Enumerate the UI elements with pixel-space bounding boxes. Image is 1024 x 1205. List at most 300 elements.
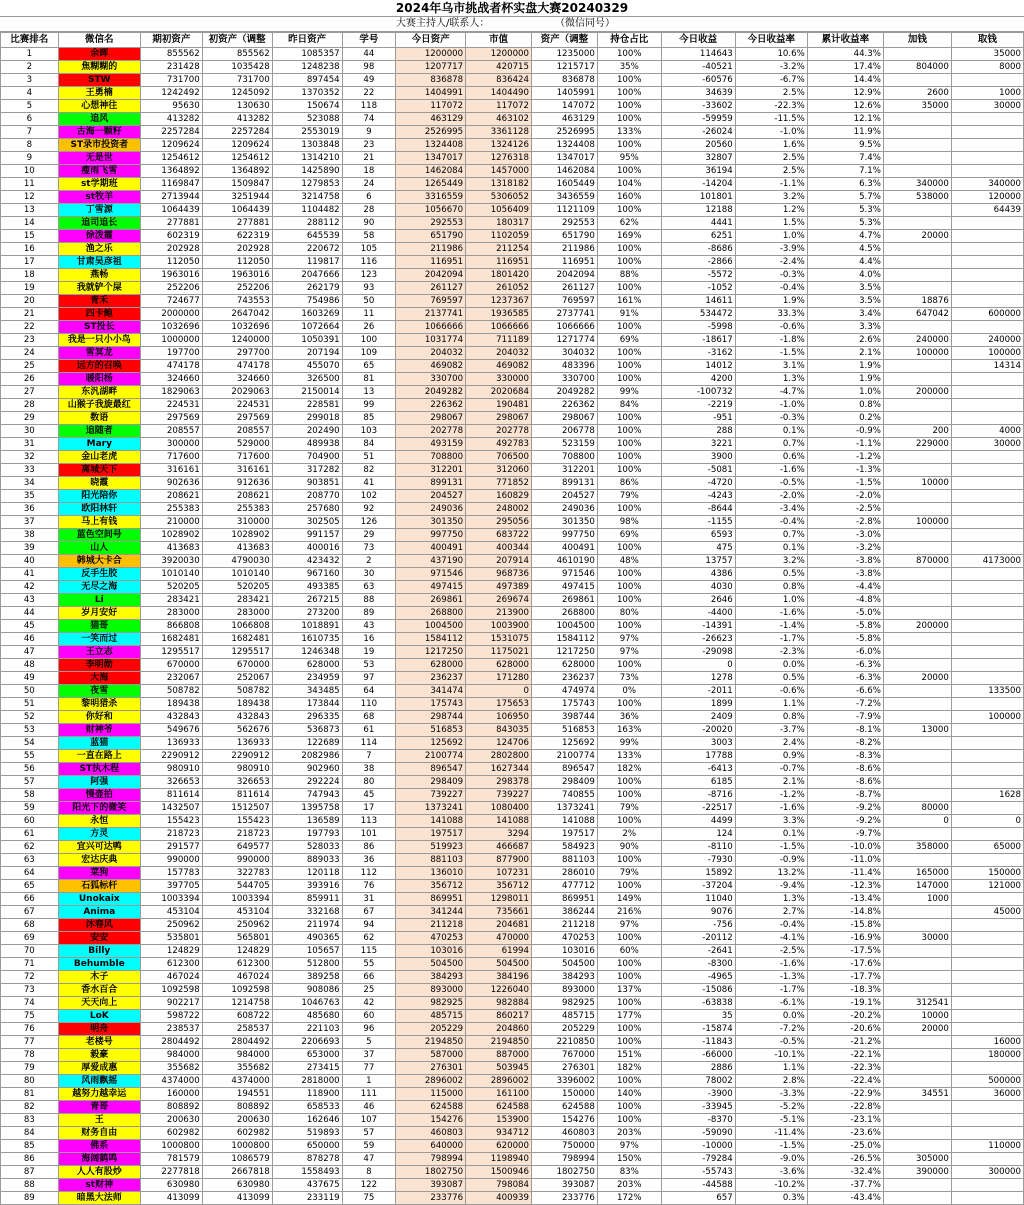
adjusted-assets-cell[interactable]: 2737741: [531, 308, 597, 321]
today-return-cell[interactable]: 3.2%: [735, 191, 807, 204]
today-assets-cell[interactable]: 1347017: [396, 152, 466, 165]
adjusted-assets-cell[interactable]: 982925: [531, 997, 597, 1010]
market-value-cell[interactable]: 298378: [466, 776, 532, 789]
adjusted-initial-cell[interactable]: 670000: [202, 659, 272, 672]
rank-cell[interactable]: 54: [1, 737, 59, 750]
table-row[interactable]: [1, 802, 1024, 815]
cumulative-return-cell[interactable]: -22.4%: [807, 1075, 883, 1088]
position-ratio-cell[interactable]: 137%: [597, 984, 661, 997]
market-value-cell[interactable]: 295056: [466, 516, 532, 529]
market-value-cell[interactable]: 624588: [466, 1101, 532, 1114]
adjusted-initial-cell[interactable]: 413099: [202, 1192, 272, 1205]
position-ratio-cell[interactable]: 161%: [597, 295, 661, 308]
position-ratio-cell[interactable]: 80%: [597, 607, 661, 620]
market-value-cell[interactable]: 1500946: [466, 1166, 532, 1179]
withdraw-cell[interactable]: [951, 1062, 1023, 1075]
table-row[interactable]: [1, 984, 1024, 997]
rank-cell[interactable]: 26: [1, 373, 59, 386]
student-no-cell[interactable]: 24: [342, 178, 396, 191]
market-value-cell[interactable]: 161100: [466, 1088, 532, 1101]
withdraw-cell[interactable]: 36000: [951, 1088, 1023, 1101]
position-ratio-cell[interactable]: 95%: [597, 152, 661, 165]
rank-cell[interactable]: 36: [1, 503, 59, 516]
cumulative-return-cell[interactable]: -9.7%: [807, 828, 883, 841]
adjusted-assets-cell[interactable]: 504500: [531, 958, 597, 971]
yesterday-assets-cell[interactable]: 645539: [272, 230, 342, 243]
cumulative-return-cell[interactable]: -2.5%: [807, 503, 883, 516]
deposit-cell[interactable]: [883, 581, 951, 594]
withdraw-cell[interactable]: [951, 581, 1023, 594]
today-profit-cell[interactable]: -8716: [661, 789, 735, 802]
adjusted-initial-cell[interactable]: 4790030: [202, 555, 272, 568]
name-cell[interactable]: 宜兴可达鸭: [58, 841, 140, 854]
name-cell[interactable]: 黎明猎杀: [58, 698, 140, 711]
table-row[interactable]: [1, 776, 1024, 789]
yesterday-assets-cell[interactable]: 658533: [272, 1101, 342, 1114]
withdraw-cell[interactable]: [951, 672, 1023, 685]
cumulative-return-cell[interactable]: -17.5%: [807, 945, 883, 958]
today-profit-cell[interactable]: 4386: [661, 568, 735, 581]
student-no-cell[interactable]: 22: [342, 87, 396, 100]
name-cell[interactable]: 一直在路上: [58, 750, 140, 763]
rank-cell[interactable]: 60: [1, 815, 59, 828]
today-assets-cell[interactable]: 893000: [396, 984, 466, 997]
student-no-cell[interactable]: 115: [342, 945, 396, 958]
today-assets-cell[interactable]: 226362: [396, 399, 466, 412]
name-cell[interactable]: 蓝色空间号: [58, 529, 140, 542]
deposit-cell[interactable]: [883, 1192, 951, 1205]
student-no-cell[interactable]: 105: [342, 243, 396, 256]
today-profit-cell[interactable]: -14391: [661, 620, 735, 633]
initial-assets-cell[interactable]: 231428: [140, 61, 202, 74]
today-profit-cell[interactable]: -37204: [661, 880, 735, 893]
table-row[interactable]: [1, 880, 1024, 893]
rank-cell[interactable]: 9: [1, 152, 59, 165]
adjusted-initial-cell[interactable]: 316161: [202, 464, 272, 477]
market-value-cell[interactable]: 1226040: [466, 984, 532, 997]
today-profit-cell[interactable]: -15086: [661, 984, 735, 997]
yesterday-assets-cell[interactable]: 162646: [272, 1114, 342, 1127]
withdraw-cell[interactable]: [951, 490, 1023, 503]
withdraw-cell[interactable]: [951, 854, 1023, 867]
today-return-cell[interactable]: 1.2%: [735, 204, 807, 217]
yesterday-assets-cell[interactable]: 120118: [272, 867, 342, 880]
cumulative-return-cell[interactable]: -22.3%: [807, 1062, 883, 1075]
table-row[interactable]: [1, 659, 1024, 672]
adjusted-initial-cell[interactable]: 2257284: [202, 126, 272, 139]
today-assets-cell[interactable]: 268800: [396, 607, 466, 620]
today-return-cell[interactable]: 0.7%: [735, 438, 807, 451]
initial-assets-cell[interactable]: 95630: [140, 100, 202, 113]
table-row[interactable]: [1, 594, 1024, 607]
student-no-cell[interactable]: 19: [342, 646, 396, 659]
adjusted-assets-cell[interactable]: 767000: [531, 1049, 597, 1062]
adjusted-initial-cell[interactable]: 984000: [202, 1049, 272, 1062]
table-row[interactable]: [1, 386, 1024, 399]
student-no-cell[interactable]: 92: [342, 503, 396, 516]
rank-cell[interactable]: 50: [1, 685, 59, 698]
adjusted-initial-cell[interactable]: 1209624: [202, 139, 272, 152]
rank-cell[interactable]: 41: [1, 568, 59, 581]
cumulative-return-cell[interactable]: -23.1%: [807, 1114, 883, 1127]
today-assets-cell[interactable]: 356712: [396, 880, 466, 893]
cumulative-return-cell[interactable]: 3.4%: [807, 308, 883, 321]
withdraw-cell[interactable]: [951, 1192, 1023, 1205]
table-row[interactable]: [1, 1127, 1024, 1140]
name-cell[interactable]: 蓝猫: [58, 737, 140, 750]
market-value-cell[interactable]: 1198940: [466, 1153, 532, 1166]
cumulative-return-cell[interactable]: -17.7%: [807, 971, 883, 984]
yesterday-assets-cell[interactable]: 299018: [272, 412, 342, 425]
today-profit-cell[interactable]: -60576: [661, 74, 735, 87]
yesterday-assets-cell[interactable]: 2553019: [272, 126, 342, 139]
student-no-cell[interactable]: 97: [342, 672, 396, 685]
today-profit-cell[interactable]: -1052: [661, 282, 735, 295]
today-profit-cell[interactable]: -4965: [661, 971, 735, 984]
yesterday-assets-cell[interactable]: 754986: [272, 295, 342, 308]
withdraw-cell[interactable]: [951, 1023, 1023, 1036]
cumulative-return-cell[interactable]: -6.6%: [807, 685, 883, 698]
table-row[interactable]: [1, 87, 1024, 100]
adjusted-initial-cell[interactable]: 811614: [202, 789, 272, 802]
adjusted-initial-cell[interactable]: 2647042: [202, 308, 272, 321]
deposit-cell[interactable]: 13000: [883, 724, 951, 737]
deposit-cell[interactable]: [883, 633, 951, 646]
initial-assets-cell[interactable]: 811614: [140, 789, 202, 802]
name-cell[interactable]: 猫哥: [58, 620, 140, 633]
initial-assets-cell[interactable]: 326653: [140, 776, 202, 789]
initial-assets-cell[interactable]: 1000800: [140, 1140, 202, 1153]
rank-cell[interactable]: 40: [1, 555, 59, 568]
deposit-cell[interactable]: 147000: [883, 880, 951, 893]
table-row[interactable]: [1, 997, 1024, 1010]
student-no-cell[interactable]: 55: [342, 958, 396, 971]
yesterday-assets-cell[interactable]: 1425890: [272, 165, 342, 178]
deposit-cell[interactable]: 0: [883, 815, 951, 828]
yesterday-assets-cell[interactable]: 221103: [272, 1023, 342, 1036]
withdraw-cell[interactable]: [951, 152, 1023, 165]
cumulative-return-cell[interactable]: -11.4%: [807, 867, 883, 880]
adjusted-initial-cell[interactable]: 194551: [202, 1088, 272, 1101]
adjusted-assets-cell[interactable]: 1347017: [531, 152, 597, 165]
position-ratio-cell[interactable]: 100%: [597, 87, 661, 100]
market-value-cell[interactable]: 180317: [466, 217, 532, 230]
today-return-cell[interactable]: -0.5%: [735, 1036, 807, 1049]
today-profit-cell[interactable]: -8686: [661, 243, 735, 256]
cumulative-return-cell[interactable]: -16.9%: [807, 932, 883, 945]
deposit-cell[interactable]: [883, 451, 951, 464]
yesterday-assets-cell[interactable]: 220672: [272, 243, 342, 256]
name-cell[interactable]: 王勇楠: [58, 87, 140, 100]
student-no-cell[interactable]: 31: [342, 893, 396, 906]
student-no-cell[interactable]: 122: [342, 1179, 396, 1192]
yesterday-assets-cell[interactable]: 393916: [272, 880, 342, 893]
position-ratio-cell[interactable]: 99%: [597, 737, 661, 750]
today-return-cell[interactable]: -1.6%: [735, 464, 807, 477]
adjusted-initial-cell[interactable]: 208621: [202, 490, 272, 503]
student-no-cell[interactable]: 8: [342, 1166, 396, 1179]
today-assets-cell[interactable]: 202778: [396, 425, 466, 438]
yesterday-assets-cell[interactable]: 653000: [272, 1049, 342, 1062]
today-profit-cell[interactable]: -5998: [661, 321, 735, 334]
name-cell[interactable]: 人人有股炒: [58, 1166, 140, 1179]
today-profit-cell[interactable]: -15874: [661, 1023, 735, 1036]
today-assets-cell[interactable]: 197517: [396, 828, 466, 841]
cumulative-return-cell[interactable]: -10.0%: [807, 841, 883, 854]
today-return-cell[interactable]: 1.1%: [735, 698, 807, 711]
today-profit-cell[interactable]: 4200: [661, 373, 735, 386]
adjusted-assets-cell[interactable]: 1215717: [531, 61, 597, 74]
today-profit-cell[interactable]: 101801: [661, 191, 735, 204]
name-cell[interactable]: 东汎湖畔: [58, 386, 140, 399]
yesterday-assets-cell[interactable]: 1395758: [272, 802, 342, 815]
adjusted-initial-cell[interactable]: 432843: [202, 711, 272, 724]
yesterday-assets-cell[interactable]: 1610735: [272, 633, 342, 646]
today-profit-cell[interactable]: 11040: [661, 893, 735, 906]
rank-cell[interactable]: 33: [1, 464, 59, 477]
today-return-cell[interactable]: -0.6%: [735, 685, 807, 698]
yesterday-assets-cell[interactable]: 902960: [272, 763, 342, 776]
name-cell[interactable]: 渔之乐: [58, 243, 140, 256]
today-assets-cell[interactable]: 211218: [396, 919, 466, 932]
cumulative-return-cell[interactable]: -12.3%: [807, 880, 883, 893]
yesterday-assets-cell[interactable]: 455070: [272, 360, 342, 373]
deposit-cell[interactable]: 2600: [883, 87, 951, 100]
position-ratio-cell[interactable]: 83%: [597, 1166, 661, 1179]
position-ratio-cell[interactable]: 100%: [597, 48, 661, 61]
name-cell[interactable]: 安安: [58, 932, 140, 945]
rank-cell[interactable]: 5: [1, 100, 59, 113]
cumulative-return-cell[interactable]: -23.6%: [807, 1127, 883, 1140]
today-profit-cell[interactable]: 6185: [661, 776, 735, 789]
name-cell[interactable]: 沐春风: [58, 919, 140, 932]
today-return-cell[interactable]: -1.8%: [735, 334, 807, 347]
today-return-cell[interactable]: -1.6%: [735, 958, 807, 971]
table-row[interactable]: [1, 646, 1024, 659]
market-value-cell[interactable]: 771852: [466, 477, 532, 490]
table-row[interactable]: [1, 958, 1024, 971]
adjusted-assets-cell[interactable]: 154276: [531, 1114, 597, 1127]
withdraw-cell[interactable]: [951, 516, 1023, 529]
market-value-cell[interactable]: 1936585: [466, 308, 532, 321]
position-ratio-cell[interactable]: 97%: [597, 646, 661, 659]
today-assets-cell[interactable]: 497415: [396, 581, 466, 594]
student-no-cell[interactable]: 51: [342, 451, 396, 464]
position-ratio-cell[interactable]: 84%: [597, 399, 661, 412]
today-return-cell[interactable]: 0.9%: [735, 750, 807, 763]
today-assets-cell[interactable]: 587000: [396, 1049, 466, 1062]
cumulative-return-cell[interactable]: -8.3%: [807, 750, 883, 763]
today-return-cell[interactable]: -0.6%: [735, 321, 807, 334]
yesterday-assets-cell[interactable]: 490365: [272, 932, 342, 945]
rank-cell[interactable]: 63: [1, 854, 59, 867]
rank-cell[interactable]: 66: [1, 893, 59, 906]
withdraw-cell[interactable]: [951, 607, 1023, 620]
withdraw-cell[interactable]: [951, 1114, 1023, 1127]
name-cell[interactable]: 离城天下: [58, 464, 140, 477]
withdraw-cell[interactable]: [951, 594, 1023, 607]
today-return-cell[interactable]: 0.3%: [735, 1192, 807, 1205]
cumulative-return-cell[interactable]: 44.3%: [807, 48, 883, 61]
adjusted-assets-cell[interactable]: 2210850: [531, 1036, 597, 1049]
today-assets-cell[interactable]: 899131: [396, 477, 466, 490]
today-profit-cell[interactable]: -8370: [661, 1114, 735, 1127]
today-assets-cell[interactable]: 103016: [396, 945, 466, 958]
market-value-cell[interactable]: 298067: [466, 412, 532, 425]
deposit-cell[interactable]: [883, 1114, 951, 1127]
adjusted-initial-cell[interactable]: 912636: [202, 477, 272, 490]
market-value-cell[interactable]: 117072: [466, 100, 532, 113]
table-row[interactable]: [1, 451, 1024, 464]
today-profit-cell[interactable]: 124: [661, 828, 735, 841]
deposit-cell[interactable]: 312541: [883, 997, 951, 1010]
adjusted-initial-cell[interactable]: 136933: [202, 737, 272, 750]
today-return-cell[interactable]: 0.6%: [735, 451, 807, 464]
today-return-cell[interactable]: -1.5%: [735, 841, 807, 854]
today-return-cell[interactable]: -9.0%: [735, 1153, 807, 1166]
table-row[interactable]: [1, 620, 1024, 633]
position-ratio-cell[interactable]: 100%: [597, 1101, 661, 1114]
table-row[interactable]: [1, 893, 1024, 906]
name-cell[interactable]: ST投长: [58, 321, 140, 334]
deposit-cell[interactable]: [883, 776, 951, 789]
yesterday-assets-cell[interactable]: 1314210: [272, 152, 342, 165]
yesterday-assets-cell[interactable]: 208770: [272, 490, 342, 503]
yesterday-assets-cell[interactable]: 1246348: [272, 646, 342, 659]
position-ratio-cell[interactable]: 100%: [597, 464, 661, 477]
today-profit-cell[interactable]: -59090: [661, 1127, 735, 1140]
position-ratio-cell[interactable]: 149%: [597, 893, 661, 906]
withdraw-cell[interactable]: 180000: [951, 1049, 1023, 1062]
initial-assets-cell[interactable]: 1003394: [140, 893, 202, 906]
col-header-name[interactable]: 微信名: [58, 33, 140, 48]
today-profit-cell[interactable]: -3900: [661, 1088, 735, 1101]
today-return-cell[interactable]: -1.1%: [735, 178, 807, 191]
name-cell[interactable]: LoK: [58, 1010, 140, 1023]
today-profit-cell[interactable]: 12188: [661, 204, 735, 217]
deposit-cell[interactable]: 358000: [883, 841, 951, 854]
cumulative-return-cell[interactable]: -3.8%: [807, 568, 883, 581]
yesterday-assets-cell[interactable]: 528033: [272, 841, 342, 854]
position-ratio-cell[interactable]: 100%: [597, 1075, 661, 1088]
initial-assets-cell[interactable]: 980910: [140, 763, 202, 776]
position-ratio-cell[interactable]: 100%: [597, 932, 661, 945]
adjusted-initial-cell[interactable]: 413282: [202, 113, 272, 126]
deposit-cell[interactable]: 200: [883, 425, 951, 438]
today-return-cell[interactable]: 1.6%: [735, 139, 807, 152]
initial-assets-cell[interactable]: 1963016: [140, 269, 202, 282]
table-row[interactable]: [1, 1179, 1024, 1192]
adjusted-assets-cell[interactable]: 1235000: [531, 48, 597, 61]
rank-cell[interactable]: 30: [1, 425, 59, 438]
market-value-cell[interactable]: 153900: [466, 1114, 532, 1127]
adjusted-initial-cell[interactable]: 717600: [202, 451, 272, 464]
today-assets-cell[interactable]: 881103: [396, 854, 466, 867]
deposit-cell[interactable]: 390000: [883, 1166, 951, 1179]
adjusted-assets-cell[interactable]: 1217250: [531, 646, 597, 659]
cumulative-return-cell[interactable]: 11.9%: [807, 126, 883, 139]
withdraw-cell[interactable]: 100000: [951, 711, 1023, 724]
today-profit-cell[interactable]: -55743: [661, 1166, 735, 1179]
table-row[interactable]: [1, 516, 1024, 529]
withdraw-cell[interactable]: [951, 1010, 1023, 1023]
deposit-cell[interactable]: [883, 204, 951, 217]
initial-assets-cell[interactable]: 413282: [140, 113, 202, 126]
cumulative-return-cell[interactable]: -43.4%: [807, 1192, 883, 1205]
withdraw-cell[interactable]: [951, 724, 1023, 737]
position-ratio-cell[interactable]: 203%: [597, 1179, 661, 1192]
adjusted-assets-cell[interactable]: 483396: [531, 360, 597, 373]
student-no-cell[interactable]: 36: [342, 854, 396, 867]
deposit-cell[interactable]: 240000: [883, 334, 951, 347]
initial-assets-cell[interactable]: 157783: [140, 867, 202, 880]
today-return-cell[interactable]: -0.4%: [735, 919, 807, 932]
today-assets-cell[interactable]: 301350: [396, 516, 466, 529]
initial-assets-cell[interactable]: 2000000: [140, 308, 202, 321]
today-return-cell[interactable]: 1.3%: [735, 373, 807, 386]
initial-assets-cell[interactable]: 1000000: [140, 334, 202, 347]
yesterday-assets-cell[interactable]: 119817: [272, 256, 342, 269]
today-profit-cell[interactable]: 3221: [661, 438, 735, 451]
today-return-cell[interactable]: 0.5%: [735, 568, 807, 581]
initial-assets-cell[interactable]: 112050: [140, 256, 202, 269]
today-profit-cell[interactable]: 34639: [661, 87, 735, 100]
cumulative-return-cell[interactable]: -21.2%: [807, 1036, 883, 1049]
adjusted-assets-cell[interactable]: 175743: [531, 698, 597, 711]
today-profit-cell[interactable]: 13757: [661, 555, 735, 568]
position-ratio-cell[interactable]: 97%: [597, 633, 661, 646]
adjusted-initial-cell[interactable]: 602982: [202, 1127, 272, 1140]
deposit-cell[interactable]: [883, 685, 951, 698]
today-return-cell[interactable]: -0.4%: [735, 516, 807, 529]
today-profit-cell[interactable]: -18617: [661, 334, 735, 347]
today-assets-cell[interactable]: 971546: [396, 568, 466, 581]
table-row[interactable]: [1, 581, 1024, 594]
position-ratio-cell[interactable]: 100%: [597, 243, 661, 256]
rank-cell[interactable]: 57: [1, 776, 59, 789]
adjusted-initial-cell[interactable]: 520205: [202, 581, 272, 594]
rank-cell[interactable]: 2: [1, 61, 59, 74]
deposit-cell[interactable]: 870000: [883, 555, 951, 568]
student-no-cell[interactable]: 93: [342, 282, 396, 295]
yesterday-assets-cell[interactable]: 1303848: [272, 139, 342, 152]
today-assets-cell[interactable]: 298409: [396, 776, 466, 789]
market-value-cell[interactable]: 61994: [466, 945, 532, 958]
today-return-cell[interactable]: 2.7%: [735, 906, 807, 919]
cumulative-return-cell[interactable]: 1.9%: [807, 360, 883, 373]
initial-assets-cell[interactable]: 474178: [140, 360, 202, 373]
market-value-cell[interactable]: 141088: [466, 815, 532, 828]
today-return-cell[interactable]: -0.9%: [735, 854, 807, 867]
table-row[interactable]: [1, 945, 1024, 958]
today-return-cell[interactable]: -22.3%: [735, 100, 807, 113]
student-no-cell[interactable]: 64: [342, 685, 396, 698]
market-value-cell[interactable]: 5306052: [466, 191, 532, 204]
student-no-cell[interactable]: 75: [342, 1192, 396, 1205]
cumulative-return-cell[interactable]: -37.7%: [807, 1179, 883, 1192]
today-profit-cell[interactable]: -29098: [661, 646, 735, 659]
cumulative-return-cell[interactable]: 12.9%: [807, 87, 883, 100]
adjusted-assets-cell[interactable]: 1271774: [531, 334, 597, 347]
withdraw-cell[interactable]: [951, 698, 1023, 711]
today-profit-cell[interactable]: 15892: [661, 867, 735, 880]
today-return-cell[interactable]: -6.1%: [735, 997, 807, 1010]
position-ratio-cell[interactable]: 100%: [597, 425, 661, 438]
position-ratio-cell[interactable]: 91%: [597, 308, 661, 321]
name-cell[interactable]: Unokaix: [58, 893, 140, 906]
position-ratio-cell[interactable]: 100%: [597, 321, 661, 334]
position-ratio-cell[interactable]: 100%: [597, 373, 661, 386]
